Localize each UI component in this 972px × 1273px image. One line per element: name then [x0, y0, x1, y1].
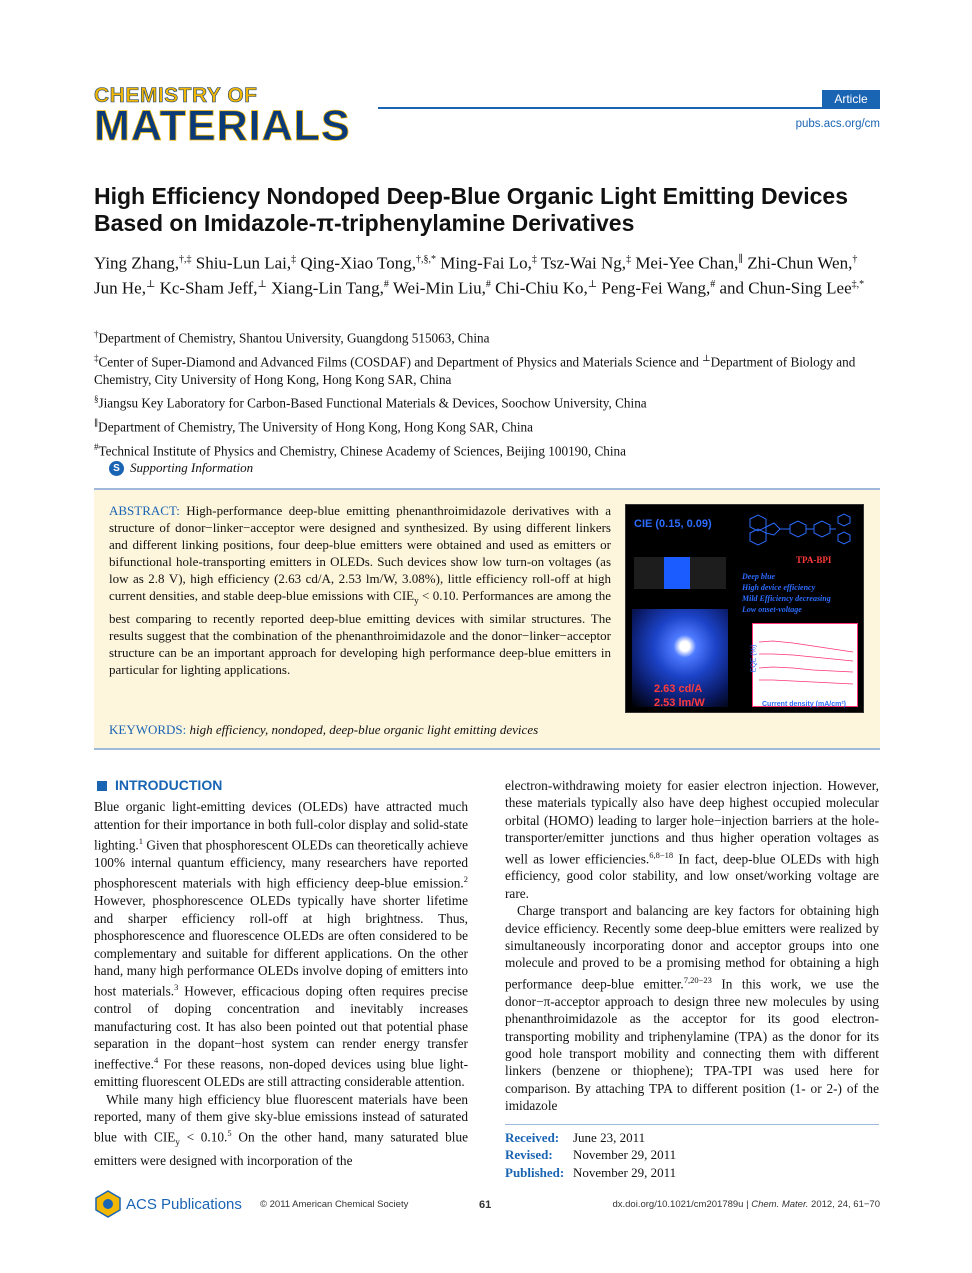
section-heading-introduction: INTRODUCTION	[97, 777, 468, 794]
paper-title	[94, 183, 894, 237]
author-affiliation-mark: ⊥	[257, 278, 267, 290]
author-affiliation-mark: #	[710, 278, 716, 290]
author-name: and Chun-Sing Lee	[715, 278, 852, 298]
page-number: 61	[479, 1199, 492, 1211]
article-type-badge: Article	[822, 90, 880, 108]
author-affiliation-mark: ‡	[531, 254, 537, 265]
toc-molecule-structure	[740, 513, 860, 553]
publisher-name: ACS Publications	[126, 1195, 242, 1213]
affiliation-item: †Department of Chemistry, Shantou University, Guangdong 515063, China	[94, 329, 490, 346]
date-published: Published: November 29, 2011	[505, 1164, 677, 1180]
header-rule	[378, 107, 880, 109]
keywords	[109, 722, 538, 738]
affiliation-item: #Technical Institute of Physics and Chemistry, Chinese Academy of Sciences, Beijing 100190, China	[94, 442, 626, 459]
abstract-box	[94, 488, 880, 750]
author-name: Xiang-Lin Tang,	[266, 278, 384, 298]
abstract-text: ABSTRACT: High-performance deep-blue emitting phenanthroimidazole derivatives with a structure of donor−linker−acceptor were designed and synthesized. By using different linkers and different linking positions, four deep-blue emitters were obtained and used as emitters or bifunctional hole-transporting emitters in OLEDs. Such devices show low turn-on voltages (as low as 2.8 V), high efficiency (2.63 cd/A, 2.53 lm/W, 3.08%), little efficiency roll-off at high current densities, and stable deep-blue emissions with $CIE_y < 0.10$. Performances are among the best comparing to recently reported deep-blue emitting devices with similar structures. The results suggest that the combination of the phenanthroimidazole and the donor−linker−acceptor structure can be an important approach for developing high performance deep-blue emitters in particular for lighting applications.	[109, 503, 612, 677]
author-affiliation-mark: †	[852, 254, 858, 265]
toc-efficiency-cd: 2.63 cd/A	[654, 683, 703, 695]
toc-plot-xlabel: Current density (mA/cm²)	[762, 701, 847, 708]
toc-eqe-plot	[752, 623, 858, 707]
toc-cie-label: CIE (0.15, 0.09)	[634, 518, 712, 530]
page-footer	[94, 1190, 880, 1222]
author-name: Tsz-Wai Ng,	[536, 253, 627, 273]
affiliation-item: ‡Center of Super-Diamond and Advanced Films (COSDAF) and Department of Physics and Materials Science and ⊥Department of Biology and Chemistry, City University of Hong Kong, Hong Kong SAR, China	[94, 352, 856, 387]
body-right-column	[505, 777, 879, 1115]
logo-top-text: CHEMISTRY OF	[94, 84, 258, 107]
author-name: Ming-Fai Lo,	[436, 253, 532, 273]
citation-mark: 6,8−18	[649, 849, 674, 860]
citation-mark: 5	[227, 1128, 232, 1139]
body-paragraph: Charge transport and balancing are key factors for obtaining high device efficiency. Recently some deep-blue emitters were realized by simultaneously incorporating donor and acceptor groups into one molecule and proved to be a promising method for obtaining a high performance deep-blue emitter.$^{7,20-23}$ In this work, we use the donor−π-acceptor approach to design three new molecules by using phenanthroimidazole as the acceptor for its good electron-transporting mobility and triphenylamine (TPA) as the donor for its good hole transport mobility and connecting them with different linkers (benzene or thiophene); TPA-TPI was used here for comparison. By attaching TPA to different position (1- or 2-) of the imidazole	[505, 903, 880, 1114]
toc-device-strip	[634, 557, 726, 589]
logo-bottom-text: MATERIALS	[94, 102, 351, 150]
author-affiliation-mark: †,§,*	[416, 254, 436, 265]
author-name: Mei-Yee Chan,	[631, 253, 739, 273]
author-affiliation-mark: ⊥	[587, 278, 598, 290]
date-revised: Revised: November 29, 2011	[505, 1147, 677, 1163]
author-affiliation-mark: ∥	[738, 254, 744, 265]
author-affiliation-mark: #	[485, 278, 491, 290]
body-left-column	[94, 777, 468, 1169]
citation-mark: 2	[463, 874, 468, 885]
body-paragraph: While many high efficiency blue fluorescent materials have been reported, many of them give sky-blue emissions instead of saturated blue with $CIE_y < 0.10.^5$ On the other hand, many saturated blue emitters were designed with incorporation of the	[94, 1091, 469, 1168]
keywords-label: KEYWORDS:	[109, 722, 187, 737]
toc-feature-notes: Deep blue High device efficiency Mild Efficiency decreasing Low onset-voltage	[742, 572, 831, 614]
author-affiliation-mark: †,‡	[179, 254, 192, 265]
affiliation-item: §Jiangsu Key Laboratory for Carbon-Based Functional Materials & Devices, Soochow University, China	[94, 394, 647, 411]
supporting-information-link[interactable]	[109, 460, 253, 476]
author-name: Wei-Min Liu,	[388, 278, 486, 298]
author-name: Jun He,	[94, 278, 146, 298]
section-square-icon	[97, 781, 107, 791]
affiliation-list	[94, 326, 884, 463]
body-paragraph: electron-withdrawing moiety for easier electron injection. However, these materials typically also have deep highest occupied molecular orbital (HOMO) leading to larger hole−injection barriers at the hole-transporter/emitter junctions and thus higher operation voltages as well as lower efficiencies.$^{6,8-18}$ In fact, deep-blue OLEDs with high efficiency, good color stability, and low onset/working voltage are rare.	[505, 778, 879, 901]
author-affiliation-mark: ‡,*	[851, 278, 865, 290]
author-affiliation-mark: ‡	[626, 254, 632, 265]
toc-graphic	[625, 504, 864, 713]
author-name: Chi-Chiu Ko,	[490, 278, 588, 298]
affiliation-item: ∥Department of Chemistry, The University of Hong Kong, Hong Kong SAR, China	[94, 418, 533, 435]
toc-plot-ylabel: EQE (%)	[750, 644, 758, 673]
publication-dates	[505, 1124, 879, 1181]
abstract-label: ABSTRACT:	[109, 503, 180, 518]
author-name: Ying Zhang,	[94, 253, 179, 273]
date-received: Received: June 23, 2011	[505, 1130, 646, 1145]
author-name: Shiu-Lun Lai,	[191, 253, 292, 273]
acs-hexagon-icon	[94, 1190, 122, 1218]
journal-logo	[94, 84, 384, 150]
author-name: Zhi-Chun Wen,	[743, 253, 853, 273]
keywords-text: high efficiency, nondoped, deep-blue organic light emitting devices	[189, 722, 539, 737]
copyright-notice: © 2011 American Chemical Society	[260, 1199, 409, 1210]
author-affiliation-mark: #	[383, 278, 389, 290]
toc-compound-label: TPA-BPI	[796, 555, 832, 565]
citation-mark: 3	[174, 982, 179, 993]
supporting-info-icon: S	[109, 461, 124, 476]
citation-mark: 7,20−23	[683, 974, 712, 985]
author-affiliation-mark: ⊥	[145, 278, 156, 290]
title-line-1: High Efficiency Nondoped Deep-Blue Organic Light Emitting Devices	[94, 183, 848, 209]
title-line-2: Based on Imidazole-π-triphenylamine Derivatives	[94, 210, 635, 236]
body-paragraph: Blue organic light-emitting devices (OLEDs) have attracted much attention for their importance in both full-color display and solid-state lighting.$^1$ Given that phosphorescent OLEDs can theoretically achieve 100% internal quantum efficiency, many researchers have reported phosphorescent materials with high efficiency deep-blue emission.$^2$ However, phosphorescence OLEDs typically have shorter lifetime and sharper efficiency roll-off at high brightness. Thus, phosphorescence and fluorescence OLEDs are often considered to be complementary and suitable for different applications. On the other hand, many high performance OLEDs involve doping of emitters into host materials.$^3$ However, efficacious doping often requires precise control of doping concentration and inevitably increases manufacturing cost. It has also been pointed out that potential phase separation in the dopant−host system can render energy transfer ineffective.$^4$ For these reasons, non-doped devices using blue light-emitting fluorescent OLEDs are still attracting considerable attention.	[94, 799, 468, 1090]
citation-mark: 4	[153, 1055, 159, 1066]
journal-url-link[interactable]: pubs.acs.org/cm	[795, 118, 880, 130]
author-affiliation-mark: ‡	[291, 254, 297, 265]
author-name: Qing-Xiao Tong,	[296, 253, 416, 273]
supporting-info-label: Supporting Information	[130, 460, 254, 475]
author-name: Kc-Sham Jeff,	[155, 278, 258, 298]
author-name: Peng-Fei Wang,	[597, 278, 711, 298]
author-list	[94, 249, 884, 298]
acs-publications-logo[interactable]	[94, 1190, 242, 1218]
doi-citation[interactable]: dx.doi.org/10.1021/cm201789u | Chem. Mater. 2012, 24, 61−70	[612, 1199, 880, 1210]
citation-mark: 1	[138, 836, 143, 847]
toc-efficiency-lm: 2.53 lm/W	[654, 697, 705, 709]
